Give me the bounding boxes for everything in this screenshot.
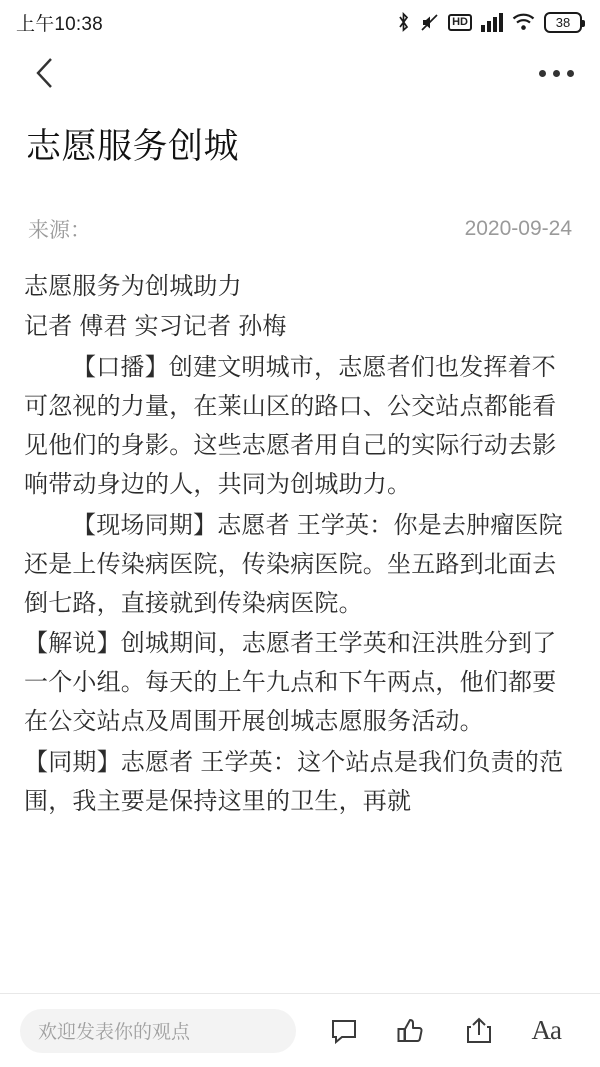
paragraph: 【口播】创建文明城市，志愿者们也发挥着不可忽视的力量，在莱山区的路口、公交站点都能看见他们的身影。这些志愿者用自己的实际行动去影响带动身边的人，共同为创城助力。 xyxy=(24,354,557,498)
page-title: 志愿服务创城 xyxy=(26,127,240,166)
source-label: 来源： xyxy=(28,218,91,242)
mute-icon xyxy=(420,13,439,32)
signal-icon xyxy=(481,13,503,32)
like-icon[interactable] xyxy=(388,1008,434,1054)
comment-icon[interactable] xyxy=(321,1008,367,1054)
status-bar xyxy=(0,0,600,44)
wifi-icon xyxy=(512,13,535,31)
status-icons xyxy=(396,12,582,33)
paragraph: 【同期】志愿者 王学英：这个站点是我们负责的范围，我主要是保持这里的卫生，再就 xyxy=(24,749,564,815)
paragraph: 志愿服务为创城助力 xyxy=(24,272,242,300)
bottom-toolbar xyxy=(0,993,600,1067)
font-size-icon[interactable]: Aa xyxy=(531,1015,561,1045)
comment-input[interactable]: 欢迎发表你的观点 xyxy=(20,1009,296,1053)
publish-date: 2020-09-24 xyxy=(464,216,572,240)
fade-mask xyxy=(0,967,600,993)
battery-level: 38 xyxy=(555,14,571,30)
share-icon[interactable] xyxy=(456,1008,502,1054)
article-meta xyxy=(28,214,572,244)
battery-icon xyxy=(544,12,582,33)
back-arrow-icon[interactable] xyxy=(30,58,60,88)
status-time: 上午10:38 xyxy=(16,13,103,35)
paragraph: 【解说】创城期间，志愿者王学英和汪洪胜分到了一个小组。每天的上午九点和下午两点，他们都要在公交站点及周围开展创城志愿服务活动。 xyxy=(24,630,557,736)
navigation-bar xyxy=(0,44,600,102)
paragraph: 记者 傅君 实习记者 孙梅 xyxy=(24,313,287,341)
hd-icon: HD xyxy=(448,14,472,31)
article-container xyxy=(0,124,600,822)
paragraph: 【现场同期】志愿者 王学英：你是去肿瘤医院还是上传染病医院，传染病医院。坐五路到北面去倒七路，直接就到传染病医院。 xyxy=(24,511,563,617)
article-body xyxy=(24,268,576,822)
more-options-icon[interactable] xyxy=(539,70,574,77)
bottom-icon-group xyxy=(310,1008,580,1054)
bluetooth-icon xyxy=(396,12,411,33)
